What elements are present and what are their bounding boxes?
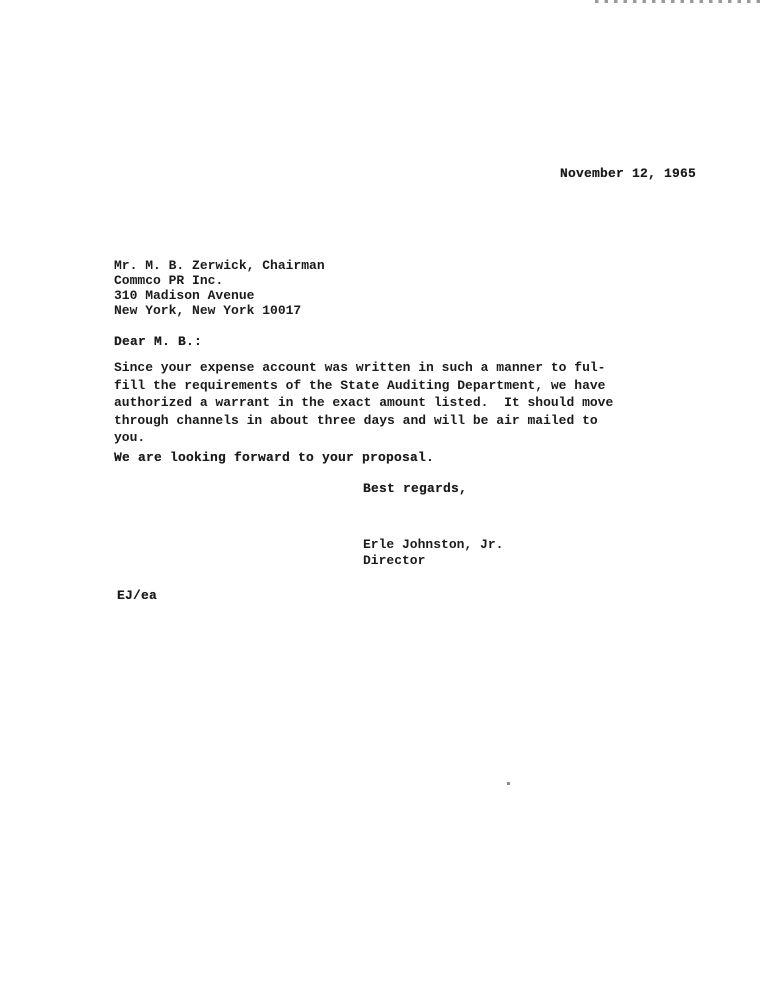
body-line: through channels in about three days and will be air mailed to xyxy=(114,412,598,428)
closing-line: Best regards, xyxy=(363,481,468,496)
body-line: fill the requirements of the State Auditing Department, we have xyxy=(114,377,606,393)
scan-speck xyxy=(507,782,510,785)
body-line: you. xyxy=(114,430,146,445)
salutation: Dear M. B.: xyxy=(114,334,203,349)
recipient-name-line: Mr. M. B. Zerwick, Chairman xyxy=(114,258,325,273)
date-line: November 12, 1965 xyxy=(560,166,697,181)
recipient-address xyxy=(114,258,325,318)
recipient-company-line: Commco PR Inc. xyxy=(114,273,224,288)
body-line: Since your expense account was written in such a manner to ful- xyxy=(114,360,606,375)
body-paragraph-2: We are looking forward to your proposal. xyxy=(114,450,435,465)
body-line: authorized a warrant in the exact amount listed. It should move xyxy=(114,395,614,410)
signature-title: Director xyxy=(363,553,426,568)
body-paragraph-1 xyxy=(114,359,613,447)
typist-initials: EJ/ea xyxy=(117,588,158,603)
signature-name: Erle Johnston, Jr. xyxy=(363,537,504,552)
recipient-street-line: 310 Madison Avenue xyxy=(114,288,255,303)
recipient-city-line: New York, New York 10017 xyxy=(114,303,302,318)
signature-block xyxy=(363,537,503,569)
perforation-dots xyxy=(595,0,763,3)
